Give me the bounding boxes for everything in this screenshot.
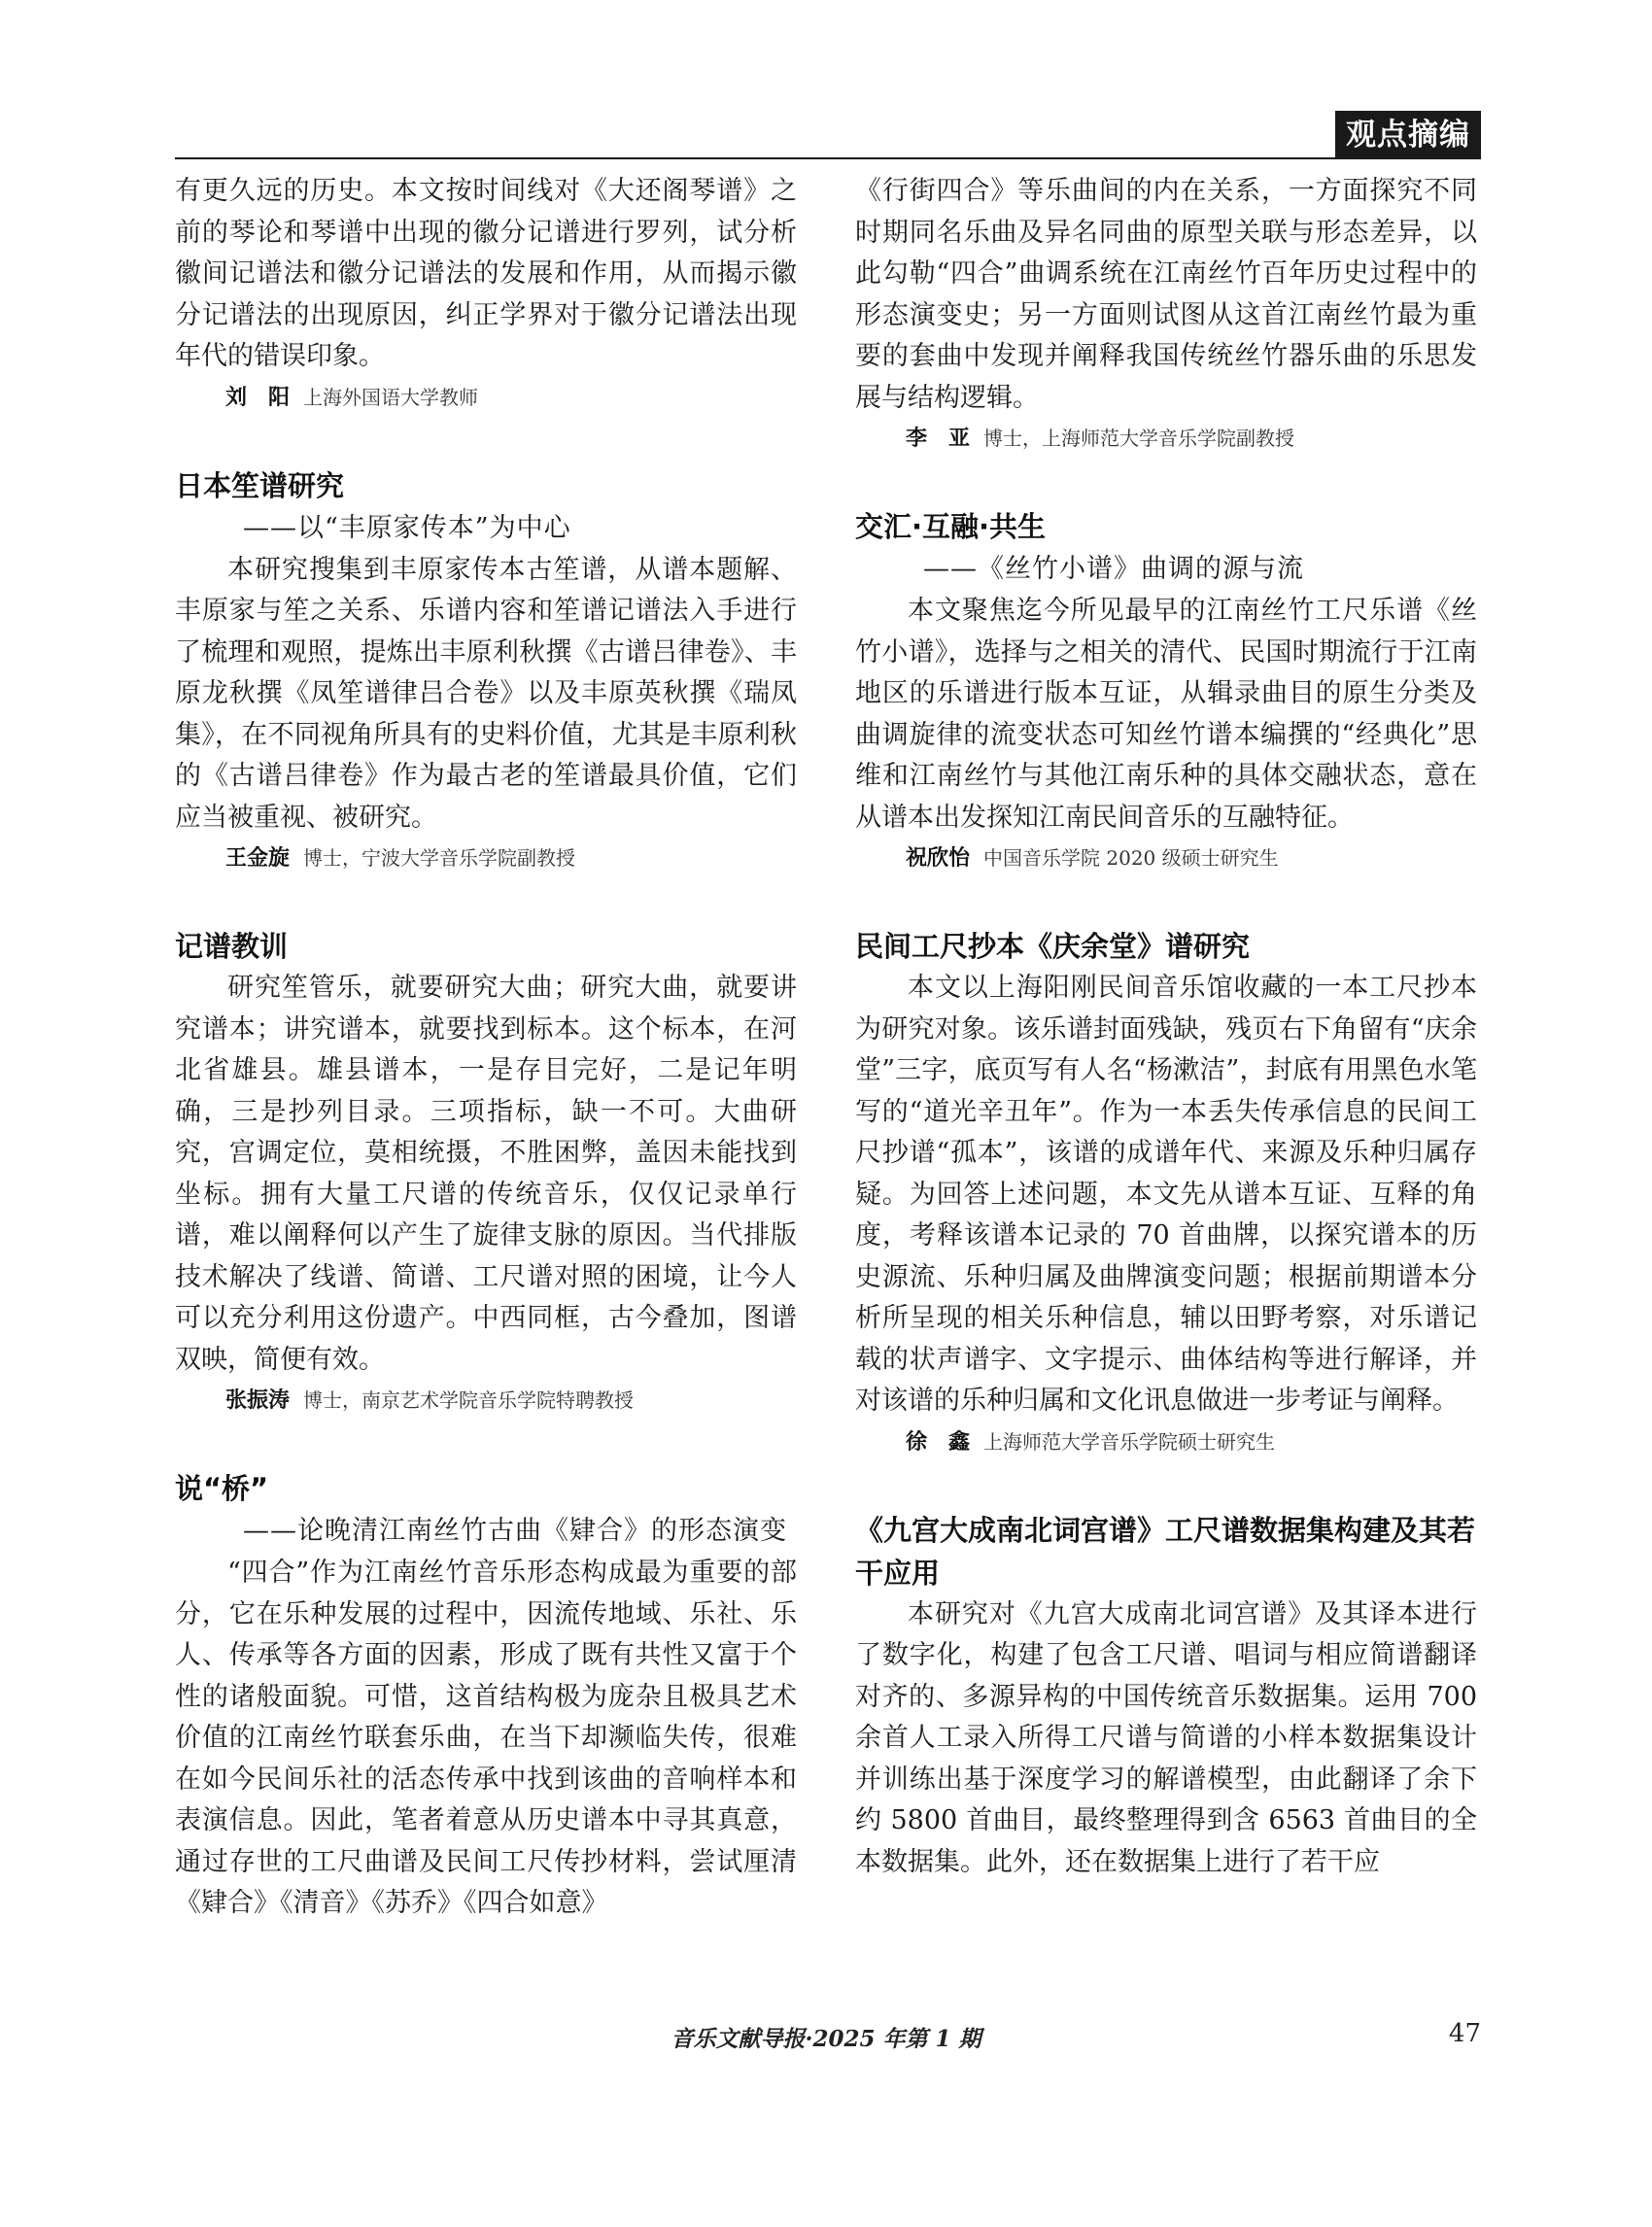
- section-title: 交汇·互融·共生: [855, 510, 1047, 543]
- author-line: [175, 378, 797, 418]
- author-name: 王金旋: [225, 846, 291, 871]
- section-body: 研究笙管乐，就要研究大曲；研究大曲，就要讲究谱本；讲究谱本，就要找到标本。这个标本，在河北省雄县。雄县谱本，一是存目完好，二是记年明确，三是抄列目录。三项指标，缺一不可。大曲研究，宫调定位，莫相统摄，不胜困弊，盖因未能找到坐标。拥有大量工尺谱的传统音乐，仅仅记录单行谱，难以阐释何以产生了旋律支脉的原因。当代排版技术解决了线谱、简谱、工尺谱对照的困境，让今人可以充分利用这份遗产。中西同框，古今叠加，图谱双映，简便有效。: [175, 973, 797, 1375]
- section-body: 本文聚焦迄今所见最早的江南丝竹工尺乐谱《丝竹小谱》，选择与之相关的清代、民国时期流行于江南地区的乐谱进行版本互证，从辑录曲目的原生分类及曲调旋律的流变状态可知丝竹谱本编撰的“经典化”思维和江南丝竹与其他江南乐种的具体交融状态，意在从谱本出发探知江南民间音乐的互融特征。: [855, 596, 1477, 833]
- section-subtitle: ——论晚清江南丝竹古曲《肄合》的形态演变: [243, 1516, 787, 1546]
- right-column: [855, 171, 1477, 1883]
- author-line: [855, 419, 1477, 459]
- author-affiliation: 博士，南京艺术学院音乐学院特聘教授: [303, 1388, 635, 1412]
- author-name: 祝欣怡: [906, 846, 971, 871]
- author-line: [855, 839, 1477, 878]
- author-affiliation: 上海外国语大学教师: [303, 385, 479, 409]
- author-affiliation: 博士，上海师范大学音乐学院副教授: [983, 427, 1295, 450]
- section-title: 民间工尺抄本《庆余堂》谱研究: [855, 930, 1251, 963]
- author-line: [175, 1381, 797, 1421]
- section-body: 本文以上海阳刚民间音乐馆收藏的一本工尺抄本为研究对象。该乐谱封面残缺，残页右下角留有“庆余堂”三字，底页写有人名“杨漱洁”，封底有用黑色水笔写的“道光辛丑年”。作为一本丢失传承信息的民间工尺抄谱“孤本”，该谱的成谱年代、来源及乐种归属存疑。为回答上述问题，本文先从谱本互证、互释的角度，考释该谱本记录的 70 首曲牌，以探究谱本的历史源流、乐种归属及曲牌演变问题；根据前期谱本分析所呈现的相关乐种信息，辅以田野考察，对乐谱记载的状声谱字、文字提示、曲体结构等进行解译，并对该谱的乐种归属和文化讯息做进一步考证与阐释。: [855, 973, 1477, 1416]
- column-tag: 观点摘编: [1335, 111, 1481, 159]
- author-line: [855, 1422, 1477, 1462]
- section-title: 记谱教训: [175, 930, 289, 963]
- section-body: 本研究对《九宫大成南北词宫谱》及其译本进行了数字化，构建了包含工尺谱、唱词与相应简谱翻译对齐的、多源异构的中国传统音乐数据集。运用 700 余首人工录入所得工尺谱与简谱的小样本数据集设计并训练出基于深度学习的解谱模型，由此翻译了余下约 5800 首曲目，最终整理得到含 6563 首曲目的全本数据集。此外，还在数据集上进行了若干应: [855, 1598, 1477, 1877]
- section-title: 日本笙谱研究: [175, 468, 345, 502]
- section-title: 《九宫大成南北词宫谱》工尺谱数据集构建及其若干应用: [855, 1513, 1476, 1590]
- author-affiliation: 博士，宁波大学音乐学院副教授: [303, 846, 576, 870]
- header-rule: [175, 157, 1481, 159]
- section-body: “四合”作为江南丝竹音乐形态构成最为重要的部分，它在乐种发展的过程中，因流传地域、乐社、乐人、传承等各方面的因素，形成了既有共性又富于个性的诸般面貌。可惜，这首结构极为庞杂且极具艺术价值的江南丝竹联套乐曲，在当下却濒临失传，很难在如今民间乐社的活态传承中找到该曲的音响样本和表演信息。因此，笔者着意从历史谱本中寻其真意，通过存世的工尺曲谱及民间工尺传抄材料，尝试厘清《肄合》《清音》《苏乔》《四合如意》: [175, 1558, 797, 1918]
- page-number: 47: [1448, 2019, 1481, 2048]
- author-name: 徐 鑫: [906, 1429, 971, 1455]
- author-name: 李 亚: [906, 427, 971, 451]
- journal-footer: 音乐文献导报·2025 年第 1 期: [671, 2026, 981, 2052]
- section-subtitle: ——《丝竹小谱》曲调的源与流: [923, 554, 1304, 584]
- section-body: 本研究搜集到丰原家传本古笙谱，从谱本题解、丰原家与笙之关系、乐谱内容和笙谱记谱法入手进行了梳理和观照，提炼出丰原利秋撰《古谱吕律卷》、丰原龙秋撰《凤笙谱律吕合卷》以及丰原英秋撰《瑞凤集》，在不同视角所具有的史料价值，尤其是丰原利秋的《古谱吕律卷》作为最古老的笙谱最具价值，它们应当被重视、被研究。: [175, 554, 797, 833]
- author-name: 刘 阳: [225, 385, 291, 410]
- continued-paragraph: 有更久远的历史。本文按时间线对《大还阁琴谱》之前的琴论和琴谱中出现的徽分记谱进行罗列，试分析徽间记谱法和徽分记谱法的发展和作用，从而揭示徽分记谱法的出现原因，纠正学界对于徽分记谱法出现年代的错误印象。: [175, 176, 797, 371]
- author-name: 张振涛: [225, 1388, 291, 1413]
- left-column: [175, 171, 797, 1925]
- author-line: [175, 839, 797, 878]
- author-affiliation: 中国音乐学院 2020 级硕士研究生: [983, 846, 1279, 870]
- continued-paragraph: 《行街四合》等乐曲间的内在关系，一方面探究不同时期同名乐曲及异名同曲的原型关联与形态差异，以此勾勒“四合”曲调系统在江南丝竹百年历史过程中的形态演变史；另一方面则试图从这首江南丝竹最为重要的套曲中发现并阐释我国传统丝竹器乐曲的乐思发展与结构逻辑。: [855, 176, 1477, 413]
- author-affiliation: 上海师范大学音乐学院硕士研究生: [983, 1429, 1276, 1454]
- section-title: 说“桥”: [175, 1472, 269, 1505]
- section-subtitle: ——以“丰原家传本”为中心: [243, 512, 571, 543]
